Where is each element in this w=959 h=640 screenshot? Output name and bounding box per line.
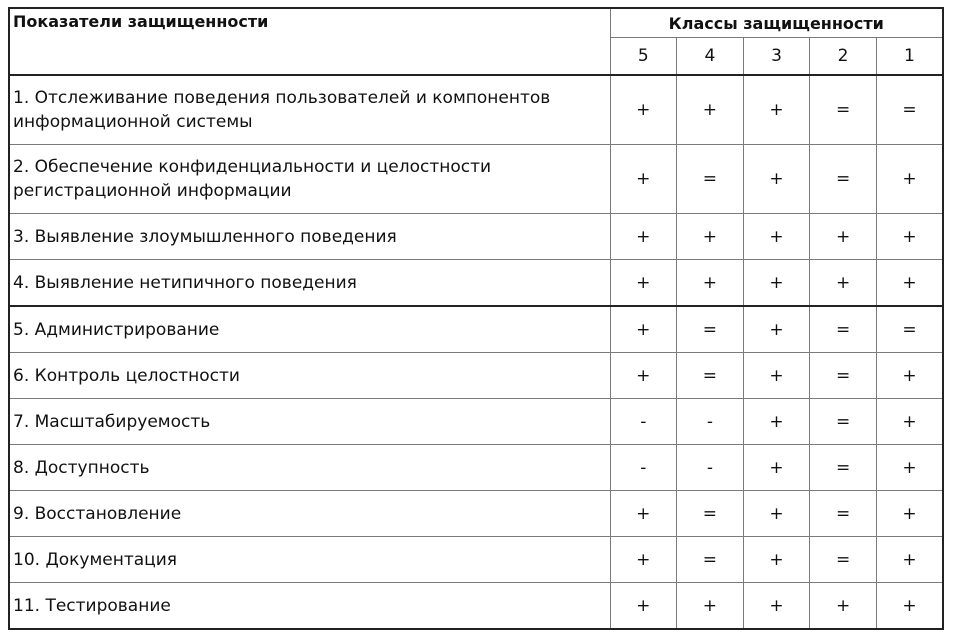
class-value: +	[743, 491, 810, 537]
class-value: +	[677, 583, 744, 630]
class-value: -	[677, 399, 744, 445]
class-value: +	[810, 583, 877, 630]
class-value: +	[743, 399, 810, 445]
table-row	[9, 145, 943, 214]
class-value: +	[876, 445, 943, 491]
class-number-header: 2	[810, 38, 877, 76]
indicator-name: 11. Тестирование	[9, 583, 610, 630]
class-value: +	[876, 491, 943, 537]
table-row	[9, 353, 943, 399]
indicator-name: 1. Отслеживание поведения пользователей и компонентов информационной системы	[9, 75, 610, 145]
class-value: =	[677, 353, 744, 399]
class-value: =	[810, 537, 877, 583]
table-row	[9, 75, 943, 145]
table-row	[9, 214, 943, 260]
class-value: -	[677, 445, 744, 491]
class-value: =	[810, 353, 877, 399]
indicator-name: 6. Контроль целостности	[9, 353, 610, 399]
indicator-name: 10. Документация	[9, 537, 610, 583]
indicator-name: 8. Доступность	[9, 445, 610, 491]
class-value: =	[677, 145, 744, 214]
class-value: =	[677, 491, 744, 537]
class-value: +	[610, 583, 677, 630]
class-value: +	[743, 260, 810, 307]
class-value: +	[677, 214, 744, 260]
class-value: +	[610, 145, 677, 214]
class-number-header: 3	[743, 38, 810, 76]
class-value: +	[810, 260, 877, 307]
class-value: =	[876, 75, 943, 145]
class-value: +	[876, 260, 943, 307]
indicator-name: 3. Выявление злоумышленного поведения	[9, 214, 610, 260]
class-value: +	[743, 583, 810, 630]
table-row	[9, 583, 943, 630]
class-value: +	[610, 260, 677, 307]
class-value: +	[677, 260, 744, 307]
class-value: =	[677, 537, 744, 583]
class-value: +	[876, 537, 943, 583]
indicators-header: Показатели защищенности	[9, 8, 610, 75]
class-value: +	[743, 537, 810, 583]
class-value: +	[876, 145, 943, 214]
table-row	[9, 399, 943, 445]
indicator-name: 2. Обеспечение конфиденциальности и целостности регистрационной информации	[9, 145, 610, 214]
classes-header: Классы защищенности	[610, 8, 943, 38]
class-value: +	[610, 491, 677, 537]
class-value: =	[876, 306, 943, 353]
class-value: +	[876, 583, 943, 630]
class-value: =	[810, 306, 877, 353]
class-value: =	[810, 145, 877, 214]
class-value: =	[810, 399, 877, 445]
table-row	[9, 306, 943, 353]
class-value: +	[876, 399, 943, 445]
class-value: =	[810, 75, 877, 145]
class-value: -	[610, 445, 677, 491]
table-row	[9, 537, 943, 583]
class-number-header: 1	[876, 38, 943, 76]
class-value: +	[610, 306, 677, 353]
class-value: +	[743, 75, 810, 145]
table-row	[9, 260, 943, 307]
class-value: =	[810, 491, 877, 537]
class-value: +	[610, 75, 677, 145]
class-value: +	[743, 445, 810, 491]
table-row	[9, 491, 943, 537]
table-row	[9, 445, 943, 491]
class-value: +	[810, 214, 877, 260]
class-number-header: 4	[677, 38, 744, 76]
class-value: +	[743, 306, 810, 353]
class-value: +	[610, 214, 677, 260]
security-classes-table	[8, 7, 944, 630]
security-classes-table-container	[8, 7, 942, 630]
class-value: +	[743, 145, 810, 214]
class-number-header: 5	[610, 38, 677, 76]
class-value: +	[677, 75, 744, 145]
class-value: =	[677, 306, 744, 353]
indicator-name: 4. Выявление нетипичного поведения	[9, 260, 610, 307]
class-value: +	[876, 353, 943, 399]
indicator-name: 9. Восстановление	[9, 491, 610, 537]
class-value: +	[610, 353, 677, 399]
class-value: -	[610, 399, 677, 445]
indicator-name: 5. Администрирование	[9, 306, 610, 353]
class-value: =	[810, 445, 877, 491]
class-value: +	[876, 214, 943, 260]
class-value: +	[610, 537, 677, 583]
class-value: +	[743, 214, 810, 260]
header-row-top	[9, 8, 943, 38]
class-value: +	[743, 353, 810, 399]
indicator-name: 7. Масштабируемость	[9, 399, 610, 445]
